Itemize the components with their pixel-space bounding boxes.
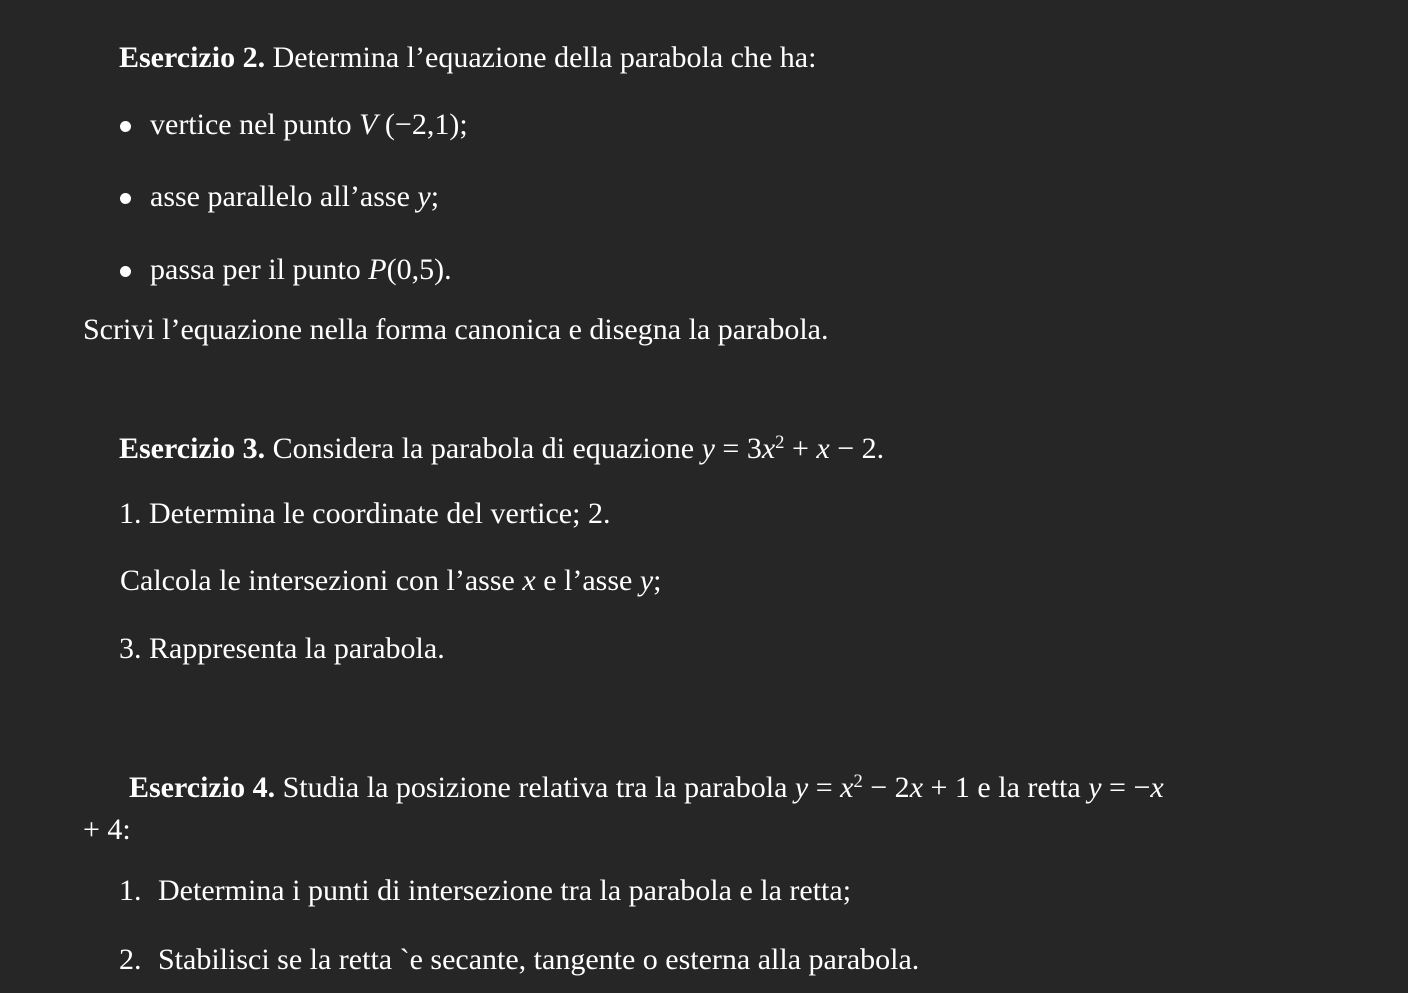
ex4-eq-y2: y [1088, 771, 1102, 804]
ex4-item-2-text: Stabilisci se la retta `e secante, tangente o esterna alla parabola. [158, 943, 920, 976]
bullet-3-var: P [368, 253, 387, 286]
ex3-eq-y: y [701, 432, 715, 465]
ex4-item-2 [119, 942, 919, 978]
ex3-eq-x: x [761, 432, 776, 465]
ex4-eq-c: + 1 e la retta [923, 771, 1089, 804]
ex3-step-2-b: e l’asse [535, 564, 640, 597]
ex3-heading [119, 431, 884, 467]
ex3-eq-rest: − 2. [829, 432, 885, 465]
ex4-item-1-number: 1. [119, 874, 142, 907]
ex4-eq-y: y [794, 771, 809, 804]
ex4-item-2-number: 2. [119, 943, 142, 976]
ex3-title: Esercizio 3. [119, 432, 266, 465]
ex4-item-1-text: Determina i punti di intersezione tra la parabola e la retta; [158, 874, 852, 907]
ex2-title: Esercizio 2. [119, 41, 266, 74]
ex3-intro: Considera la parabola di equazione [272, 432, 702, 465]
ex2-closing: Scrivi l’equazione nella forma canonica e disegna la parabola. [83, 313, 829, 346]
ex4-eq-d: = − [1101, 771, 1151, 804]
ex4-eq-exp: 2 [853, 770, 863, 792]
ex2-intro: Determina l’equazione della parabola che ha: [272, 41, 817, 74]
ex3-eq-plus: + [784, 432, 817, 465]
ex4-eq-a: = [808, 771, 841, 804]
ex2-bullet-2 [150, 179, 439, 215]
ex4-heading [129, 770, 1164, 806]
ex4-eq-x: x [840, 771, 854, 804]
bullet-2-rest: ; [430, 180, 440, 213]
ex4-title: Esercizio 4. [129, 771, 276, 804]
ex3-step-2 [120, 563, 661, 599]
ex3-eq-part: = 3 [714, 432, 762, 465]
ex4-eq-x3: x [1150, 771, 1164, 804]
ex4-wrap: + 4: [83, 813, 131, 846]
ex3-step-2-a: Calcola le intersezioni con l’asse [120, 564, 523, 597]
bullet-2-text: asse parallelo all’asse [150, 180, 418, 213]
bullet-icon [120, 193, 131, 204]
bullet-icon [120, 266, 131, 277]
bullet-1-text: vertice nel punto [150, 108, 360, 141]
ex2-bullet-1 [150, 107, 468, 143]
bullet-1-rest: (−2,1); [377, 108, 468, 141]
ex3-step-3: 3. Rappresenta la parabola. [119, 632, 445, 665]
ex3-step-1: 1. Determina le coordinate del vertice; 2. [119, 497, 611, 530]
bullet-2-var: y [417, 180, 431, 213]
ex4-item-1 [119, 873, 851, 909]
ex3-step-2-x: x [522, 564, 536, 597]
ex3-eq-exp: 2 [775, 431, 785, 453]
ex4-eq-x2: x [909, 771, 924, 804]
bullet-3-text: passa per il punto [150, 253, 369, 286]
bullet-3-rest: (0,5). [386, 253, 452, 286]
ex2-heading [119, 40, 816, 76]
ex3-step-2-y: y [639, 564, 654, 597]
ex3-eq-x2: x [816, 432, 830, 465]
ex4-eq-b: − 2 [862, 771, 910, 804]
ex2-bullet-3 [150, 252, 452, 288]
ex4-intro: Studia la posizione relativa tra la parabola [275, 771, 795, 804]
bullet-1-var: V [359, 108, 378, 141]
ex3-step-2-c: ; [653, 564, 662, 597]
bullet-icon [120, 121, 131, 132]
